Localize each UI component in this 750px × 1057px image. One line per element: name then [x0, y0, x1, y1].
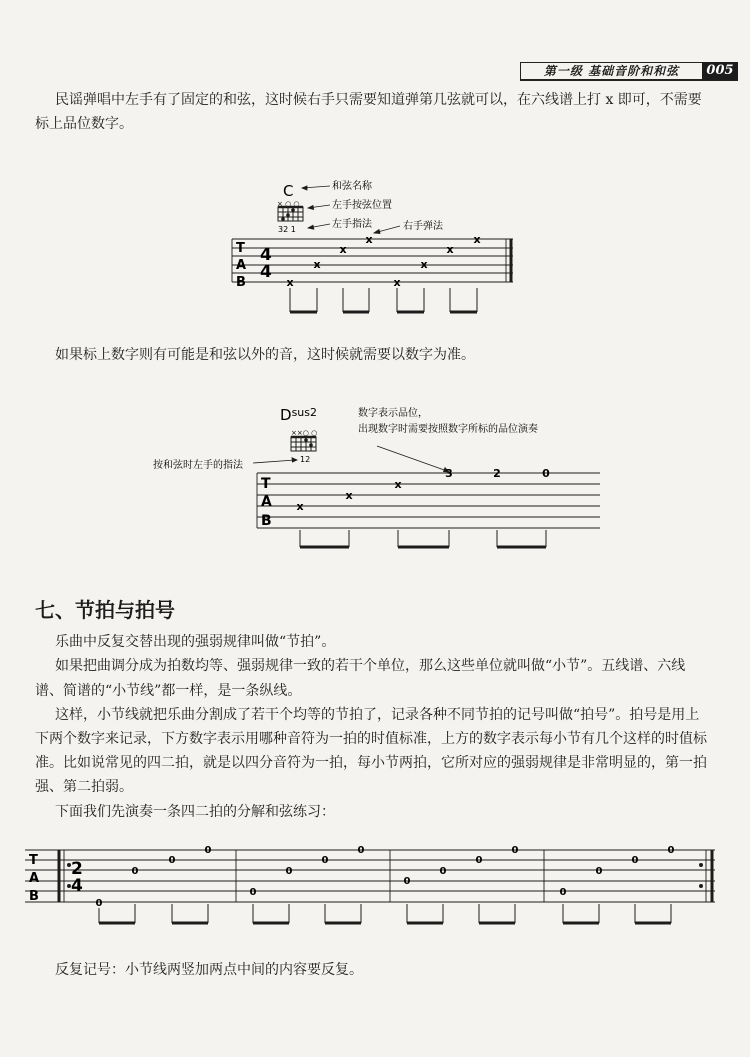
note-x: x — [313, 258, 321, 271]
tab-letter-b: B — [236, 275, 246, 290]
paragraph-4: 如果把曲调分成为拍数均等、强弱规律一致的若干个单位，那么这些单位就叫做“小节”。五线谱、六线 — [55, 658, 686, 674]
note-x: x — [339, 243, 347, 256]
tab-letter-t: T — [261, 476, 271, 492]
label-left-finger: 左手指法 — [332, 219, 372, 230]
chapter-title: 第一级 基础音阶和和弦 — [520, 62, 702, 80]
section-title: 七、节拍与拍号 — [35, 598, 175, 622]
tab-letter-t: T — [29, 853, 38, 868]
fret-number: 0 — [204, 845, 212, 856]
fret-number: 0 — [631, 855, 639, 866]
label-number-instruction: 出现数字时需要按照数字所标的品位演奏 — [358, 424, 538, 435]
fret-number: 0 — [439, 866, 447, 877]
paragraph-5-cont2: 准。比如说常见的四二拍，就是以四分音符为一拍，每小节两拍，它所对应的强弱规律是非常明显的，第一拍 — [35, 755, 707, 771]
chord-fingering: 32 1 — [278, 225, 296, 234]
finger-dot — [281, 217, 285, 221]
fret-number: 2 — [493, 467, 501, 480]
fret-number: 0 — [403, 876, 411, 887]
fret-number: 0 — [95, 898, 103, 909]
chord-name: C — [283, 182, 294, 200]
chord-fingering: 12 — [300, 455, 311, 464]
page-header — [520, 62, 738, 80]
fret-number: 0 — [131, 866, 139, 877]
note-x: x — [393, 276, 401, 289]
fret-number: 0 — [475, 855, 483, 866]
paragraph-5-cont3: 强、第二拍弱。 — [35, 779, 133, 795]
fret-numbers — [96, 845, 675, 909]
tab-staff-lines — [25, 850, 715, 902]
label-finger: 按和弦时左手的指法 — [153, 460, 243, 471]
paragraph-5-cont1: 下两个数字来记录，下方数字表示用哪种音符为一拍的时值标准，上方的数字表示每小节有几个这样的时值标 — [35, 731, 707, 747]
note-x: x — [473, 233, 481, 246]
time-sig-top: 4 — [260, 245, 272, 265]
paragraph-7: 反复记号：小节线两竖加两点中间的内容要反复。 — [55, 962, 363, 978]
rhythm-beams — [290, 288, 477, 312]
note-marks — [286, 233, 480, 289]
rhythm-beams — [99, 904, 671, 923]
repeat-dots — [67, 863, 703, 888]
tab-letter-a: A — [29, 871, 40, 886]
fret-number: 0 — [321, 855, 329, 866]
label-chord-name: 和弦名称 — [332, 181, 372, 192]
finger-dot — [309, 443, 313, 447]
tab-figure-numbers — [145, 392, 605, 562]
paragraph-5: 这样，小节线就把乐曲分割成了若干个均等的节拍了，记录各种不同节拍的记号叫做“拍号”。拍号是用上 — [55, 707, 700, 723]
label-left-position: 左手按弦位置 — [332, 200, 392, 211]
rhythm-beams — [300, 530, 546, 547]
finger-dot — [304, 438, 308, 442]
finger-dot — [291, 208, 295, 212]
fret-number: 0 — [168, 855, 176, 866]
paragraph-6: 下面我们先演奏一条四二拍的分解和弦练习： — [55, 804, 335, 820]
tab-letter-b: B — [261, 513, 272, 529]
page-number: 005 — [702, 62, 738, 80]
note-x: x — [365, 233, 373, 246]
time-sig-bottom: 4 — [71, 876, 83, 896]
note-x: x — [345, 489, 353, 502]
tab-staff-lines — [257, 473, 600, 528]
paragraph-3: 乐曲中反复交替出现的强弱规律叫做“节拍”。 — [55, 634, 336, 650]
header-rule — [520, 80, 738, 81]
fret-number: 3 — [445, 467, 453, 480]
fret-number: 0 — [559, 887, 567, 898]
chord-open-mute-marks: × ○ ○ — [277, 200, 300, 208]
tab-figure-strumming — [220, 176, 520, 326]
fret-number: 0 — [511, 845, 519, 856]
tab-letter-a: A — [236, 258, 247, 273]
note-x: x — [394, 478, 402, 491]
label-right-technique: 右手弹法 — [403, 221, 443, 232]
fret-number: 0 — [357, 845, 365, 856]
tab-letter-t: T — [236, 241, 245, 256]
annotation-arrows — [253, 446, 449, 472]
fret-number: 0 — [595, 866, 603, 877]
paragraph-1-cont: 标上品位数字。 — [35, 116, 133, 132]
paragraph-1: 民谣弹唱中左手有了固定的和弦，这时候右手只需要知道弹第几弦就可以，在六线谱上打 x 即可，不需要 — [55, 92, 702, 108]
note-x: x — [446, 243, 454, 256]
paragraph-2: 如果标上数字则有可能是和弦以外的音，这时候就需要以数字为准。 — [55, 347, 475, 363]
fret-number: 0 — [667, 845, 675, 856]
tab-letter-b: B — [29, 889, 39, 904]
chord-open-mute-marks: ××○ ○ — [291, 429, 318, 437]
note-x: x — [420, 258, 428, 271]
label-number-meaning: 数字表示品位， — [358, 408, 428, 419]
time-sig-top: 2 — [71, 859, 83, 879]
finger-dot — [286, 213, 290, 217]
note-x: x — [296, 500, 304, 513]
tab-letter-a: A — [261, 494, 272, 510]
chord-name: $D^{sus2}$ — [280, 406, 317, 424]
fret-number: 0 — [542, 467, 550, 480]
fret-number: 0 — [249, 887, 257, 898]
time-sig-bottom: 4 — [260, 262, 272, 282]
paragraph-4-cont: 谱、简谱的“小节线”都一样，是一条纵线。 — [35, 683, 302, 699]
fret-number: 0 — [285, 866, 293, 877]
tab-figure-2-4-arpeggio — [25, 838, 725, 928]
note-x: x — [286, 276, 294, 289]
